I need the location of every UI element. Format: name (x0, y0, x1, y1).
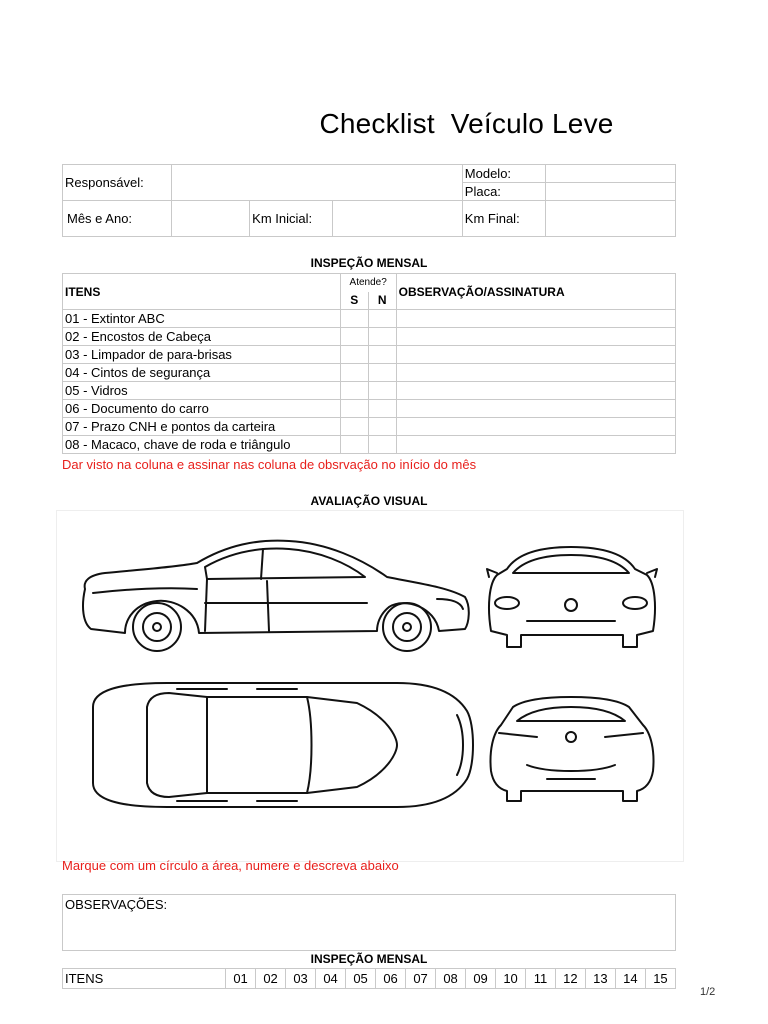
check-n-cell[interactable] (368, 436, 396, 454)
table-row (63, 436, 676, 454)
day-column-header: 01 (226, 969, 256, 989)
avaliacao-note: Marque com um círculo a área, numere e descreva abaixo (62, 858, 399, 873)
modelo-label: Modelo: (462, 165, 545, 183)
obs-cell[interactable] (396, 418, 675, 436)
table-row (63, 310, 676, 328)
day-column-header: 04 (316, 969, 346, 989)
check-n-cell[interactable] (368, 346, 396, 364)
table-row (63, 418, 676, 436)
page-number: 1/2 (700, 986, 716, 998)
item-label: 05 - Vidros (63, 382, 341, 400)
day-column-header: 08 (436, 969, 466, 989)
item-label: 08 - Macaco, chave de roda e triângulo (63, 436, 341, 454)
mes-ano-field[interactable] (171, 201, 249, 237)
obs-cell[interactable] (396, 364, 675, 382)
day-column-header: 11 (526, 969, 556, 989)
day-column-header: 02 (256, 969, 286, 989)
modelo-field[interactable] (545, 165, 675, 183)
day-column-header: 13 (585, 969, 615, 989)
obs-cell[interactable] (396, 400, 675, 418)
check-s-cell[interactable] (340, 436, 368, 454)
table-row (63, 382, 676, 400)
obs-cell[interactable] (396, 346, 675, 364)
item-label: 03 - Limpador de para-brisas (63, 346, 341, 364)
day-column-header: 14 (615, 969, 645, 989)
check-s-cell[interactable] (340, 364, 368, 382)
day-column-header: 05 (346, 969, 376, 989)
col-atende-header: Atende? (340, 274, 396, 292)
inspecao-mensal-2-title: INSPEÇÃO MENSAL (310, 952, 428, 966)
item-label: 04 - Cintos de segurança (63, 364, 341, 382)
header-table (62, 164, 676, 237)
day-column-header: 03 (286, 969, 316, 989)
car-top-view[interactable] (93, 683, 473, 807)
placa-field[interactable] (545, 183, 675, 201)
item-label: 06 - Documento do carro (63, 400, 341, 418)
check-s-cell[interactable] (340, 400, 368, 418)
check-n-cell[interactable] (368, 364, 396, 382)
table-row (63, 364, 676, 382)
check-n-cell[interactable] (368, 382, 396, 400)
inspecao-table (62, 273, 676, 454)
obs-cell[interactable] (396, 382, 675, 400)
observacoes-table (62, 894, 676, 951)
check-n-cell[interactable] (368, 310, 396, 328)
avaliacao-visual-title: AVALIAÇÃO VISUAL (310, 494, 428, 508)
check-n-cell[interactable] (368, 418, 396, 436)
day-column-header: 09 (466, 969, 496, 989)
km-final-field[interactable] (545, 201, 675, 237)
obs-cell[interactable] (396, 310, 675, 328)
col-obs-header: OBSERVAÇÃO/ASSINATURA (396, 274, 675, 310)
obs-cell[interactable] (396, 436, 675, 454)
car-diagram[interactable] (56, 510, 684, 862)
car-side-view[interactable] (83, 541, 469, 651)
obs-cell[interactable] (396, 328, 675, 346)
observacoes-label: OBSERVAÇÕES: (65, 897, 168, 912)
day-column-header: 15 (645, 969, 675, 989)
col-s-header: S (340, 292, 368, 310)
check-s-cell[interactable] (340, 346, 368, 364)
inspecao-mensal-title: INSPEÇÃO MENSAL (310, 256, 428, 270)
check-n-cell[interactable] (368, 328, 396, 346)
check-s-cell[interactable] (340, 328, 368, 346)
responsavel-label: Responsável: (63, 165, 172, 201)
day-column-header: 07 (406, 969, 436, 989)
car-rear-view[interactable] (490, 697, 653, 801)
placa-label: Placa: (462, 183, 545, 201)
item-label: 07 - Prazo CNH e pontos da carteira (63, 418, 341, 436)
col-itens-header: ITENS (63, 274, 341, 310)
mes-ano-label: Mês e Ano: (63, 201, 172, 237)
day-column-header: 10 (496, 969, 526, 989)
day-column-header: 06 (376, 969, 406, 989)
col-itens-2-header: ITENS (63, 969, 226, 989)
item-label: 02 - Encostos de Cabeça (63, 328, 341, 346)
km-final-label: Km Final: (462, 201, 545, 237)
observacoes-field[interactable] (63, 895, 676, 951)
car-front-view[interactable] (487, 547, 657, 647)
check-s-cell[interactable] (340, 310, 368, 328)
col-n-header: N (368, 292, 396, 310)
inspecao-note: Dar visto na coluna e assinar nas coluna de obsrvação no início do mês (62, 457, 477, 472)
day-column-header: 12 (555, 969, 585, 989)
item-label: 01 - Extintor ABC (63, 310, 341, 328)
check-s-cell[interactable] (340, 418, 368, 436)
page-title: Checklist Veículo Leve (319, 108, 614, 139)
km-inicial-field[interactable] (332, 201, 462, 237)
table-row (63, 328, 676, 346)
table-row (63, 400, 676, 418)
check-n-cell[interactable] (368, 400, 396, 418)
table-row (63, 346, 676, 364)
responsavel-field[interactable] (171, 165, 462, 201)
inspecao-2-table (62, 968, 676, 989)
km-inicial-label: Km Inicial: (250, 201, 333, 237)
check-s-cell[interactable] (340, 382, 368, 400)
